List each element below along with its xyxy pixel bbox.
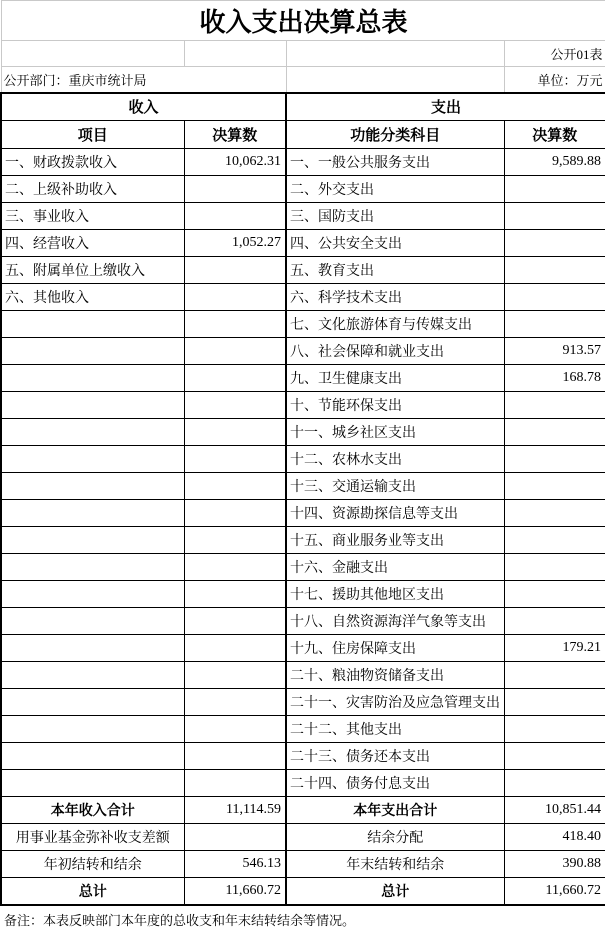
table-row — [1, 149, 605, 176]
unit-label: 单位：万元 — [504, 67, 605, 93]
table-row — [1, 284, 605, 311]
expense-amount-cell — [504, 392, 605, 419]
expense-amount-cell — [504, 473, 605, 500]
table-row — [1, 419, 605, 446]
expense-item-cell: 二十一、灾害防治及应急管理支出 — [286, 689, 504, 716]
expense-amount-cell — [504, 203, 605, 230]
expense-total-label-cell: 年末结转和结余 — [286, 851, 504, 878]
department-label: 公开部门：重庆市统计局 — [1, 67, 286, 93]
table-row — [1, 743, 605, 770]
income-amount-cell — [184, 392, 286, 419]
expense-item-cell: 二十四、债务付息支出 — [286, 770, 504, 797]
expense-amount-cell — [504, 500, 605, 527]
expense-item-cell: 九、卫生健康支出 — [286, 365, 504, 392]
meta-empty-cell — [184, 41, 286, 67]
expense-item-cell: 三、国防支出 — [286, 203, 504, 230]
income-total-amount-cell: 11,114.59 — [184, 797, 286, 824]
income-amount-cell — [184, 311, 286, 338]
expense-item-cell: 一、一般公共服务支出 — [286, 149, 504, 176]
expense-amount-cell — [504, 311, 605, 338]
table-row — [1, 581, 605, 608]
expense-total-label-cell: 结余分配 — [286, 824, 504, 851]
table-row — [1, 365, 605, 392]
income-item-cell: 六、其他收入 — [1, 284, 184, 311]
income-amount-cell — [184, 770, 286, 797]
expense-amount-cell — [504, 176, 605, 203]
income-amount-cell — [184, 689, 286, 716]
table-row — [1, 338, 605, 365]
expense-amount-cell — [504, 608, 605, 635]
income-total-label-cell: 总计 — [1, 878, 184, 905]
income-item-cell — [1, 311, 184, 338]
expense-amount-cell — [504, 770, 605, 797]
income-item-cell — [1, 446, 184, 473]
expense-item-cell: 五、教育支出 — [286, 257, 504, 284]
income-item-cell — [1, 500, 184, 527]
income-amount-cell: 10,062.31 — [184, 149, 286, 176]
expense-item-cell: 四、公共安全支出 — [286, 230, 504, 257]
income-amount-cell — [184, 743, 286, 770]
expense-amount-cell — [504, 689, 605, 716]
expense-total-amount-cell: 390.88 — [504, 851, 605, 878]
expense-amount-cell — [504, 743, 605, 770]
income-amount-cell — [184, 608, 286, 635]
table-row — [1, 230, 605, 257]
expense-item-cell: 六、科学技术支出 — [286, 284, 504, 311]
expense-amount-cell — [504, 662, 605, 689]
page-title: 收入支出决算总表 — [1, 1, 605, 41]
expense-amount-cell — [504, 581, 605, 608]
table-row — [1, 446, 605, 473]
expense-item-column-header: 功能分类科目 — [286, 121, 504, 149]
expense-item-cell: 二十、粮油物资储备支出 — [286, 662, 504, 689]
table-row — [1, 473, 605, 500]
table-row — [1, 716, 605, 743]
income-amount-cell — [184, 419, 286, 446]
expense-item-cell: 二十三、债务还本支出 — [286, 743, 504, 770]
income-amount-cell — [184, 527, 286, 554]
income-amount-cell — [184, 554, 286, 581]
income-amount-cell — [184, 203, 286, 230]
income-section-header: 收入 — [1, 93, 286, 121]
table-row — [1, 392, 605, 419]
table-row — [1, 662, 605, 689]
meta-empty-cell — [286, 67, 504, 93]
footnote: 备注：本表反映部门本年度的总收支和年末结转结余等情况。 — [4, 913, 356, 928]
expense-amount-cell: 179.21 — [504, 635, 605, 662]
total-row — [1, 824, 605, 851]
income-total-amount-cell: 546.13 — [184, 851, 286, 878]
expense-item-cell: 十六、金融支出 — [286, 554, 504, 581]
expense-item-cell: 十四、资源勘探信息等支出 — [286, 500, 504, 527]
expense-total-label-cell: 本年支出合计 — [286, 797, 504, 824]
income-item-cell — [1, 392, 184, 419]
expense-section-header: 支出 — [286, 93, 605, 121]
table-row — [1, 527, 605, 554]
expense-amount-cell — [504, 257, 605, 284]
income-total-label-cell: 本年收入合计 — [1, 797, 184, 824]
total-row — [1, 878, 605, 905]
expense-total-amount-cell: 10,851.44 — [504, 797, 605, 824]
income-amount-cell — [184, 365, 286, 392]
expense-amount-column-header: 决算数 — [504, 121, 605, 149]
expense-item-cell: 七、文化旅游体育与传媒支出 — [286, 311, 504, 338]
income-item-column-header: 项目 — [1, 121, 184, 149]
income-amount-cell: 1,052.27 — [184, 230, 286, 257]
income-item-cell — [1, 743, 184, 770]
expense-amount-cell — [504, 716, 605, 743]
income-item-cell — [1, 365, 184, 392]
expense-amount-cell — [504, 230, 605, 257]
table-row — [1, 500, 605, 527]
expense-total-label-cell: 总计 — [286, 878, 504, 905]
income-amount-cell — [184, 662, 286, 689]
table-row — [1, 257, 605, 284]
income-item-cell — [1, 581, 184, 608]
income-item-cell: 五、附属单位上缴收入 — [1, 257, 184, 284]
table-row — [1, 176, 605, 203]
income-item-cell: 三、事业收入 — [1, 203, 184, 230]
expense-item-cell: 十、节能环保支出 — [286, 392, 504, 419]
expense-amount-cell — [504, 554, 605, 581]
income-amount-cell — [184, 716, 286, 743]
table-row — [1, 554, 605, 581]
expense-amount-cell — [504, 419, 605, 446]
expense-amount-cell: 9,589.88 — [504, 149, 605, 176]
income-item-cell: 四、经营收入 — [1, 230, 184, 257]
table-row — [1, 689, 605, 716]
expense-item-cell: 十一、城乡社区支出 — [286, 419, 504, 446]
income-amount-cell — [184, 338, 286, 365]
expense-item-cell: 十七、援助其他地区支出 — [286, 581, 504, 608]
income-item-cell — [1, 554, 184, 581]
income-amount-cell — [184, 581, 286, 608]
expense-item-cell: 八、社会保障和就业支出 — [286, 338, 504, 365]
income-item-cell — [1, 338, 184, 365]
expense-total-amount-cell: 11,660.72 — [504, 878, 605, 905]
table-row — [1, 203, 605, 230]
meta-empty-cell — [1, 41, 184, 67]
expense-total-amount-cell: 418.40 — [504, 824, 605, 851]
expense-item-cell: 十九、住房保障支出 — [286, 635, 504, 662]
income-item-cell — [1, 608, 184, 635]
income-item-cell — [1, 635, 184, 662]
table-row — [1, 608, 605, 635]
income-amount-cell — [184, 500, 286, 527]
income-amount-cell — [184, 284, 286, 311]
income-item-cell: 一、财政拨款收入 — [1, 149, 184, 176]
expense-item-cell: 十八、自然资源海洋气象等支出 — [286, 608, 504, 635]
expense-amount-cell — [504, 284, 605, 311]
income-item-cell — [1, 716, 184, 743]
expense-item-cell: 十五、商业服务业等支出 — [286, 527, 504, 554]
income-amount-cell — [184, 635, 286, 662]
meta-empty-cell — [286, 41, 504, 67]
income-amount-cell — [184, 176, 286, 203]
income-item-cell — [1, 689, 184, 716]
total-row — [1, 851, 605, 878]
income-item-cell — [1, 662, 184, 689]
sheet-number: 公开01表 — [504, 41, 605, 67]
total-row — [1, 797, 605, 824]
expense-amount-cell: 913.57 — [504, 338, 605, 365]
table-row — [1, 770, 605, 797]
table-row — [1, 311, 605, 338]
expense-amount-cell — [504, 446, 605, 473]
expense-item-cell: 十二、农林水支出 — [286, 446, 504, 473]
income-total-amount-cell: 11,660.72 — [184, 878, 286, 905]
expense-item-cell: 二十二、其他支出 — [286, 716, 504, 743]
expense-item-cell: 二、外交支出 — [286, 176, 504, 203]
income-item-cell — [1, 527, 184, 554]
income-amount-cell — [184, 473, 286, 500]
expense-amount-cell: 168.78 — [504, 365, 605, 392]
income-item-cell — [1, 473, 184, 500]
income-total-label-cell: 用事业基金弥补收支差额 — [1, 824, 184, 851]
income-amount-cell — [184, 257, 286, 284]
income-item-cell: 二、上级补助收入 — [1, 176, 184, 203]
income-amount-column-header: 决算数 — [184, 121, 286, 149]
table-row — [1, 635, 605, 662]
income-amount-cell — [184, 446, 286, 473]
income-item-cell — [1, 770, 184, 797]
expense-item-cell: 十三、交通运输支出 — [286, 473, 504, 500]
income-item-cell — [1, 419, 184, 446]
income-total-amount-cell — [184, 824, 286, 851]
expense-amount-cell — [504, 527, 605, 554]
income-total-label-cell: 年初结转和结余 — [1, 851, 184, 878]
